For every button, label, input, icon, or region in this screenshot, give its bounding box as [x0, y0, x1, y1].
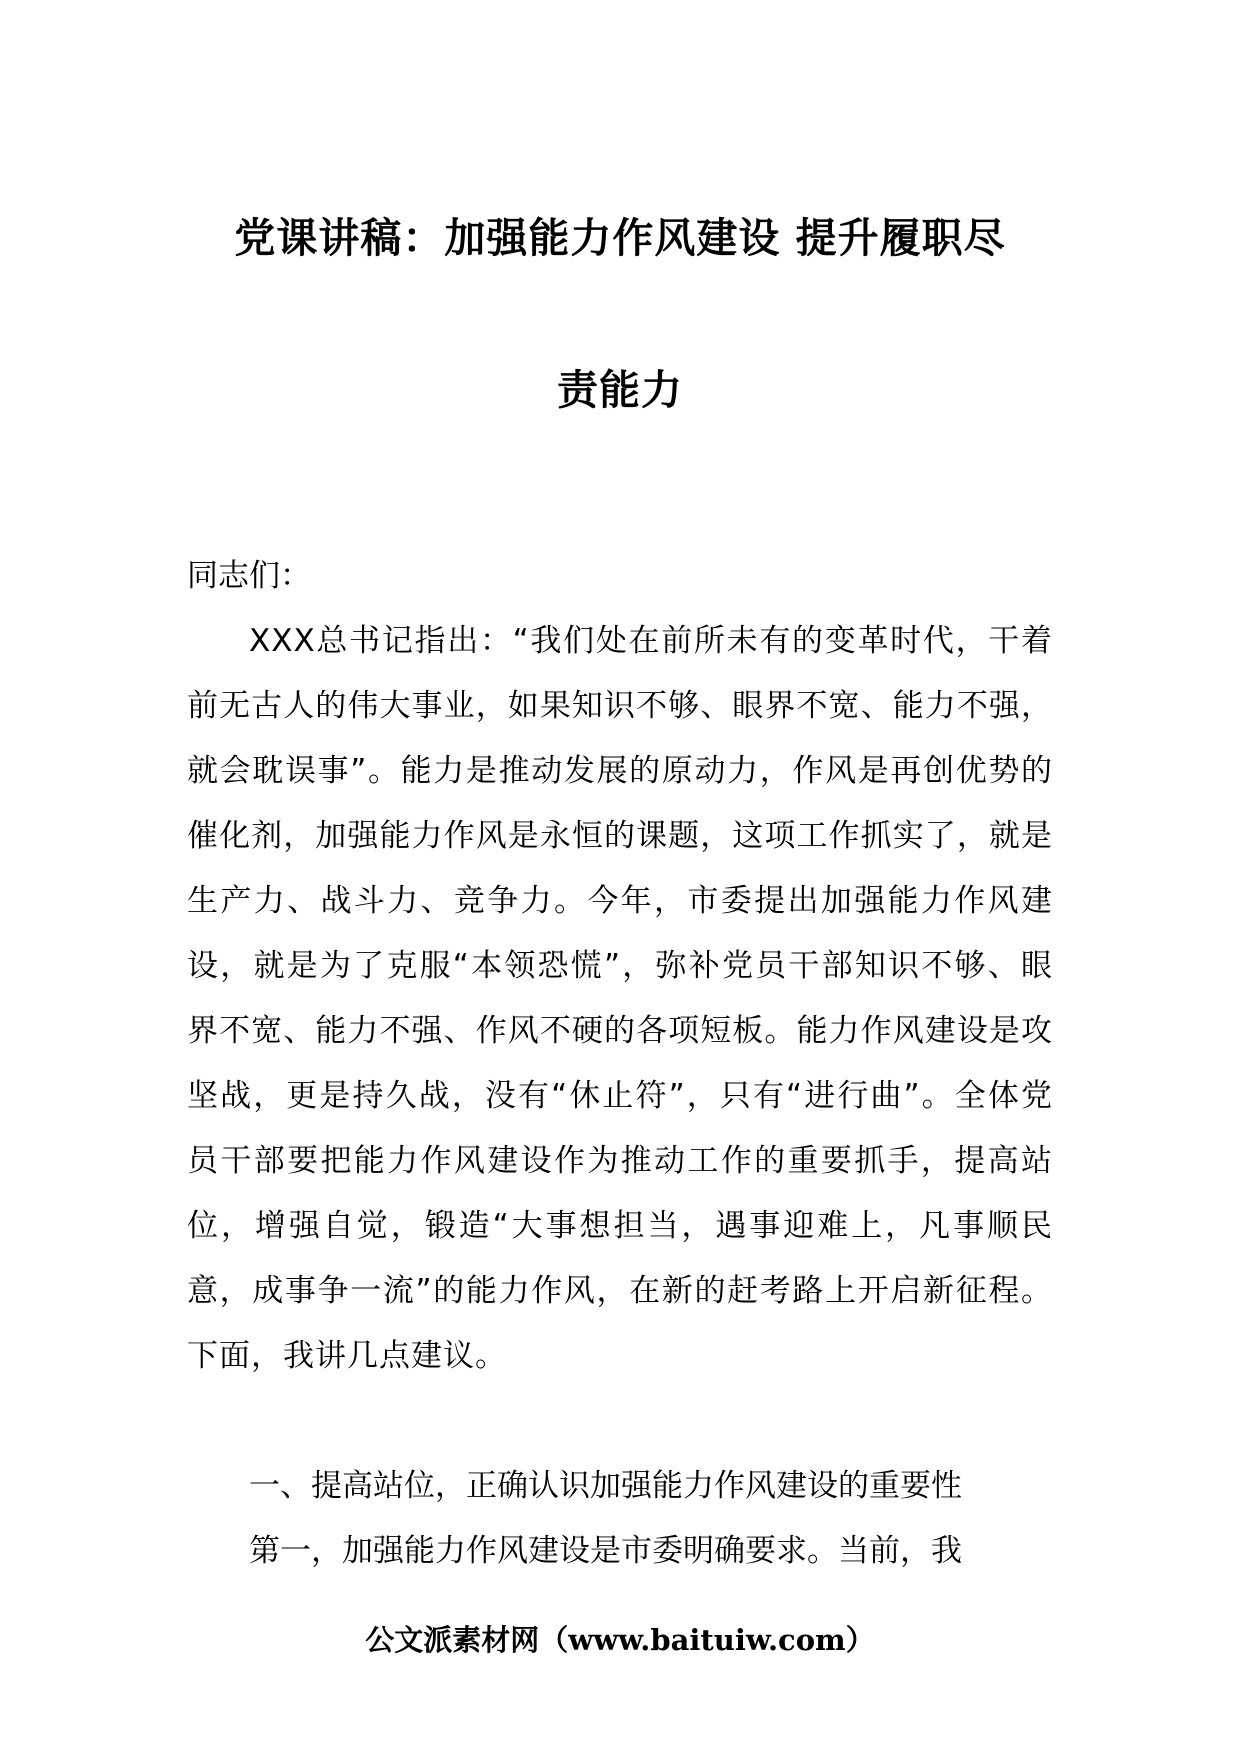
salutation: 同志们：	[187, 558, 311, 594]
document-title-line-2: 责能力	[557, 366, 683, 414]
page-footer-watermark: 公文派素材网（www.baituiw.com）	[365, 1623, 875, 1657]
body-paragraph-intro: XXX总书记指出：“我们处在前所未有的变革时代，干着前无古人的伟大事业，如果知识不够、眼界不宽、能力不强，就会耽误事”。能力是推动发展的原动力，作风是再创优势的催化剂，加强能力作风是永恒的课题，这项工作抓实了，就是生产力、战斗力、竞争力。今年，市委提出加强能力作风建设，就是为了克服“本领恐慌”，弥补党员干部知识不够、眼界不宽、能力不强、作风不硬的各项短板。能力作风建设是攻坚战，更是持久战，没有“休止符”，只有“进行曲”。全体党员干部要把能力作风建设作为推动工作的重要抓手，提高站位，增强自觉，锻造“大事想担当，遇事迎难上，凡事顺民意，成事争一流”的能力作风，在新的赶考路上开启新征程。下面，我讲几点建议。	[187, 623, 1053, 1374]
body-paragraph-first-point: 第一，加强能力作风建设是市委明确要求。当前，我	[249, 1533, 962, 1569]
section-heading: 一、提高站位，正确认识加强能力作风建设的重要性	[249, 1468, 962, 1504]
document-title-line-1: 党课讲稿：加强能力作风建设 提升履职尽	[234, 214, 1006, 262]
